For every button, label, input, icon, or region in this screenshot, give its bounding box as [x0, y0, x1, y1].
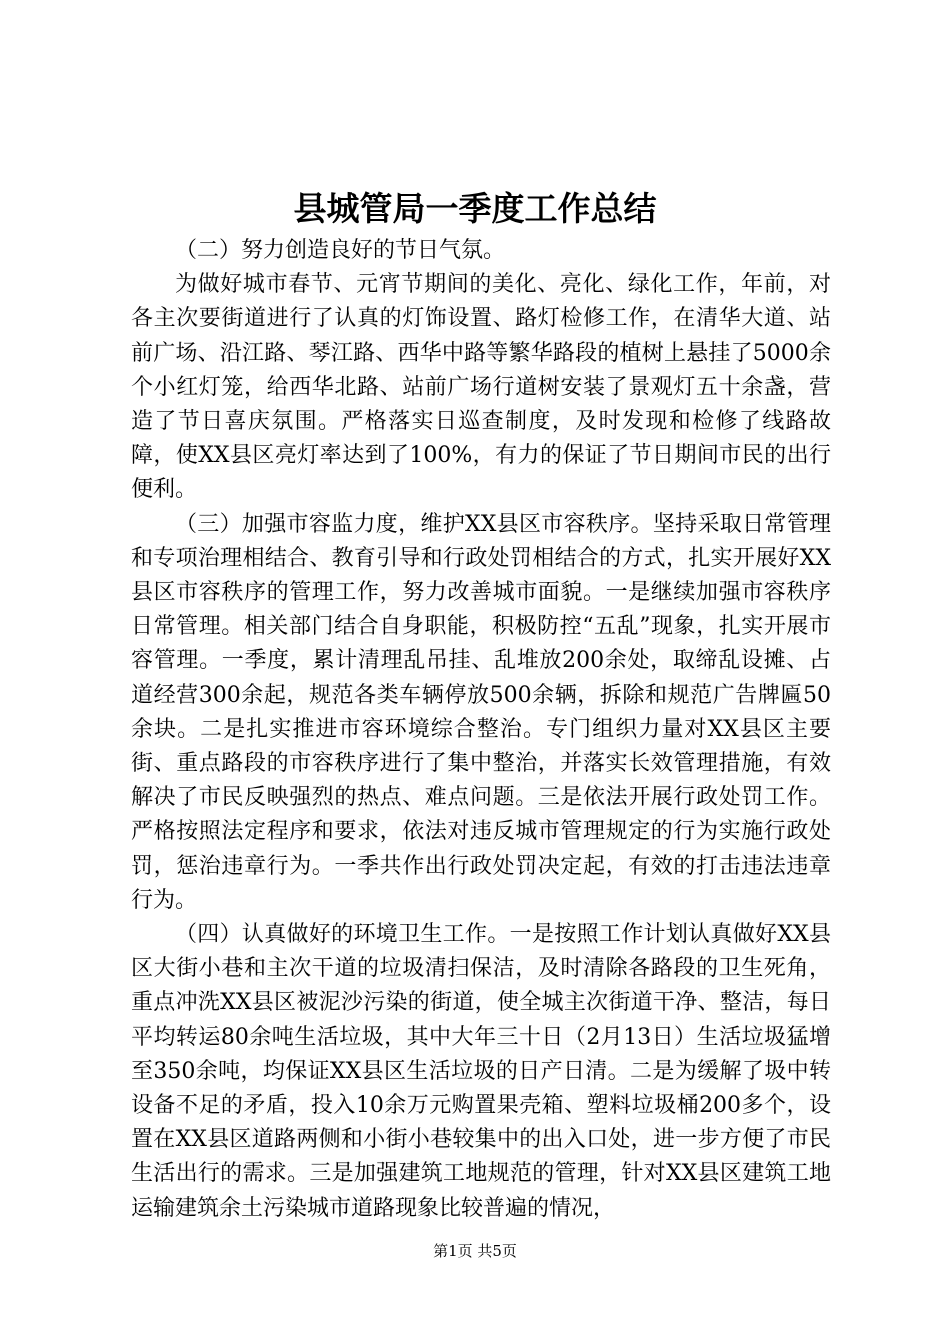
paragraph-3: （三）加强市容监力度，维护XX县区市容秩序。坚持采取日常管理和专项治理相结合、教育引导和行政处罚相结合的方式，扎实开展好XX县区市容秩序的管理工作，努力改善城市面貌。一是继续加强市容秩序日常管理。相关部门结合自身职能，积极防控“五乱”现象，扎实开展市容管理。一季度，累计清理乱吊挂、乱堆放200余处，取缔乱设摊、占道经营300余起，规范各类车辆停放500余辆，拆除和规范广告牌匾50余块。二是扎实推进市容环境综合整治。专门组织力量对XX县区主要街、重点路段的市容秩序进行了集中整治，并落实长效管理措施，有效解决了市民反映强烈的热点、难点问题。三是依法开展行政处罚工作。严格按照法定程序和要求，依法对违反城市管理规定的行为实施行政处罚，惩治违章行为。一季共作出行政处罚决定起，有效的打击违法违章行为。	[131, 511, 831, 913]
paragraph-4: （四）认真做好的环境卫生工作。一是按照工作计划认真做好XX县区大街小巷和主次干道的垃圾清扫保洁，及时清除各路段的卫生死角，重点冲洗XX县区被泥沙污染的街道，使全城主次街道干净、整洁，每日平均转运80余吨生活垃圾，其中大年三十日（2月13日）生活垃圾猛增至350余吨，均保证XX县区生活垃圾的日产日清。二是为缓解了圾中转设备不足的矛盾，投入10余万元购置果壳箱、塑料垃圾桶200多个，设置在XX县区道路两侧和小街小巷较集中的出入口处，进一步方便了市民生活出行的需求。三是加强建筑工地规范的管理，针对XX县区建筑工地运输建筑余土污染城市道路现象比较普遍的情况，	[131, 922, 831, 1221]
document-title: 县城管局一季度工作总结	[293, 189, 657, 228]
paragraph-2: （二）努力创造良好的节日气氛。	[175, 238, 506, 263]
page-footer: 第1页 共5页	[433, 1242, 517, 1260]
document-body	[131, 234, 831, 1226]
paragraph-festival: 为做好城市春节、元宵节期间的美化、亮化、绿化工作，年前，对各主次要街道进行了认真的灯饰设置、路灯检修工作，在清华大道、站前广场、沿江路、琴江路、西华中路等繁华路段的植树上悬挂了5000余个小红灯笼，给西华北路、站前广场行道树安装了景观灯五十余盏，营造了节日喜庆氛围。严格落实日巡查制度，及时发现和检修了线路故障，使XX县区亮灯率达到了100%，有力的保证了节日期间市民的出行便利。	[131, 272, 831, 503]
